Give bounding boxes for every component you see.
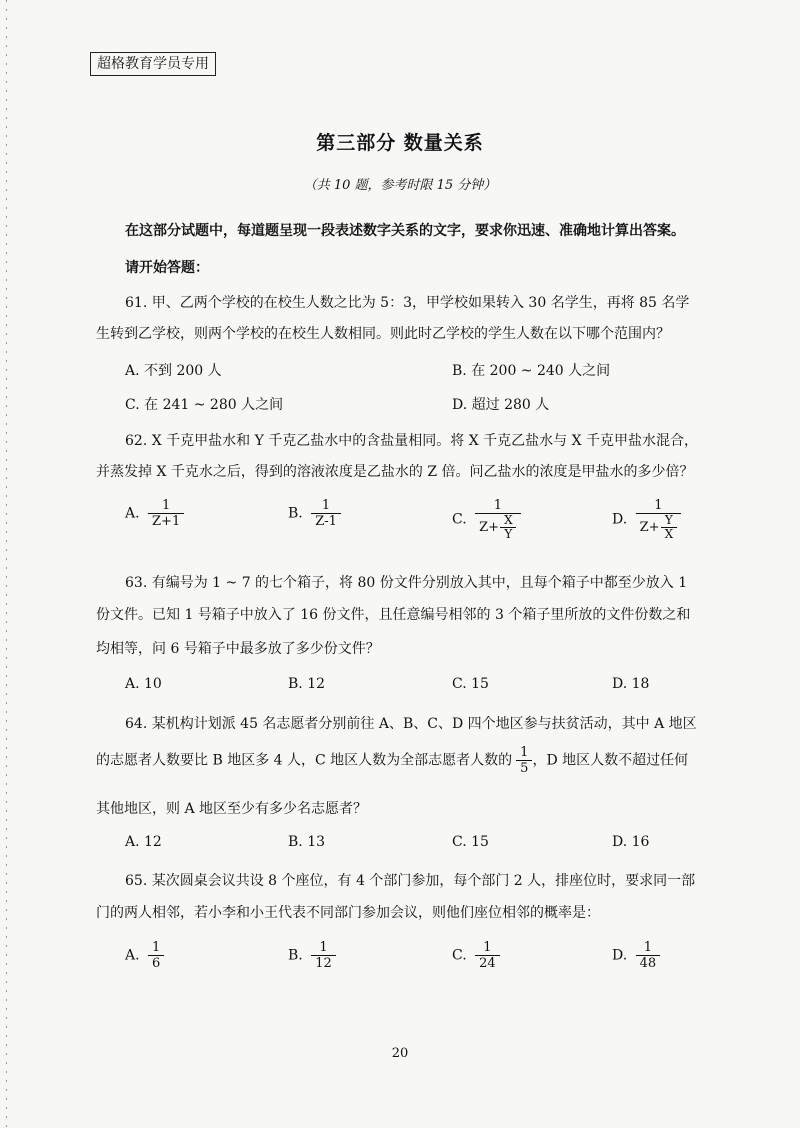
intro-line-2: 请开始答题： xyxy=(125,260,209,276)
q63-line-3: 均相等，问 6 号箱子中最多放了多少份文件？ xyxy=(96,641,380,657)
intro-line-1: 在这部分试题中，每道题呈现一段表述数字关系的文字，要求你迅速、准确地计算出答案。 xyxy=(125,223,685,239)
q65-option-a xyxy=(125,940,164,971)
q61-option-a: A. 不到 200 人 xyxy=(125,363,222,379)
q62-line-1: 62. X 千克甲盐水和 Y 千克乙盐水中的含盐量相同。将 X 千克乙盐水与 X 千克甲盐水混合， xyxy=(125,433,699,449)
fraction-denominator: 5 xyxy=(516,760,532,776)
q62-option-b-fraction xyxy=(311,498,341,529)
fraction-denominator xyxy=(475,513,520,541)
nested-numerator: Y xyxy=(664,513,673,527)
q65-option-c-fraction xyxy=(475,940,500,971)
q62-option-a-label: A. xyxy=(125,505,140,522)
q64-option-a: A. 12 xyxy=(125,834,162,850)
section-subtitle: （共 10 题，参考时限 15 分钟） xyxy=(303,178,497,193)
fraction-denominator: 12 xyxy=(311,955,336,971)
q65-option-d-fraction xyxy=(636,940,661,971)
q65-option-b-fraction xyxy=(311,940,336,971)
q62-option-c xyxy=(452,498,521,541)
watermark-stamp: 超格教育学员专用 xyxy=(90,52,216,76)
fraction-numerator: 1 xyxy=(520,745,529,760)
q65-line-2: 门的两人相邻，若小李和小王代表不同部门参加会议，则他们座位相邻的概率是： xyxy=(96,905,600,921)
q62-option-c-label: C. xyxy=(452,511,467,528)
fraction-numerator: 1 xyxy=(152,940,161,955)
denominator-term: Z+ xyxy=(479,520,500,535)
scan-edge xyxy=(6,0,7,1128)
q61-option-b: B. 在 200 ~ 240 人之间 xyxy=(452,363,611,379)
q62-option-a-fraction xyxy=(148,498,184,529)
fraction-denominator xyxy=(636,513,681,541)
q64-option-c: C. 15 xyxy=(452,834,489,850)
q62-option-d-fraction xyxy=(636,498,681,541)
fraction-denominator: 6 xyxy=(148,955,164,971)
q63-line-2: 份文件。已知 1 号箱子中放入了 16 份文件，且任意编号相邻的 3 个箱子里所放的文件份数之和 xyxy=(96,607,691,623)
nested-fraction xyxy=(500,514,517,541)
q62-option-d xyxy=(612,498,681,541)
q62-line-2: 并蒸发掉 X 千克水之后，得到的溶液浓度是乙盐水的 Z 倍。问乙盐水的浓度是甲盐水的多少倍？ xyxy=(96,464,694,480)
q64-line-2 xyxy=(96,745,688,776)
q63-option-b: B. 12 xyxy=(288,676,326,692)
nested-fraction xyxy=(661,514,678,541)
q61-option-c: C. 在 241 ~ 280 人之间 xyxy=(125,397,284,413)
fraction-denominator: 48 xyxy=(636,955,661,971)
fraction-denominator: 24 xyxy=(475,955,500,971)
q65-option-c xyxy=(452,940,500,971)
fraction-numerator: 1 xyxy=(321,498,331,513)
q63-option-c: C. 15 xyxy=(452,676,489,692)
q64-option-d: D. 16 xyxy=(612,834,650,850)
q65-option-b xyxy=(288,940,336,971)
section-title: 第三部分 数量关系 xyxy=(316,132,484,154)
q61-option-d: D. 超过 280 人 xyxy=(452,397,550,413)
q65-option-a-fraction xyxy=(148,940,164,971)
q64-line-2-end: ，D 地区人数不超过任何 xyxy=(532,752,689,769)
q62-option-b-label: B. xyxy=(288,505,303,522)
q62-option-b xyxy=(288,498,341,529)
q62-option-c-fraction xyxy=(475,498,520,541)
q63-line-1: 63. 有编号为 1 ~ 7 的七个箱子，将 80 份文件分别放入其中，且每个箱子中都至少放入 1 xyxy=(125,575,688,591)
fraction-denominator: Z-1 xyxy=(311,513,341,529)
q63-option-d: D. 18 xyxy=(612,676,650,692)
q65-option-b-label: B. xyxy=(288,947,303,964)
q65-line-1: 65. 某次圆桌会议共设 8 个座位，有 4 个部门参加，每个部门 2 人，排座位时，要求同一部 xyxy=(125,873,696,889)
fraction-denominator: Z+1 xyxy=(148,513,184,529)
q62-option-d-label: D. xyxy=(612,511,628,528)
q64-option-b: B. 13 xyxy=(288,834,326,850)
q61-line-1: 61. 甲、乙两个学校的在校生人数之比为 5：3，甲学校如果转入 30 名学生，再将 85 名学 xyxy=(125,295,690,311)
page-number: 20 xyxy=(391,1046,409,1061)
q65-option-d-label: D. xyxy=(612,947,628,964)
q64-line-2-start: 的志愿者人数要比 B 地区多 4 人，C 地区人数为全部志愿者人数的 xyxy=(96,752,513,769)
fraction-numerator: 1 xyxy=(483,940,492,955)
nested-numerator: X xyxy=(504,513,513,527)
q62-option-a xyxy=(125,498,184,529)
q61-line-2: 生转到乙学校，则两个学校的在校生人数相同。则此时乙学校的学生人数在以下哪个范围内？ xyxy=(96,326,670,342)
fraction-numerator: 1 xyxy=(319,940,328,955)
q65-option-c-label: C. xyxy=(452,947,467,964)
q64-line-3: 其他地区，则 A 地区至少有多少名志愿者？ xyxy=(96,801,368,817)
fraction-numerator: 1 xyxy=(493,498,502,513)
q65-option-d xyxy=(612,940,660,971)
nested-denominator: X xyxy=(661,527,678,541)
nested-denominator: Y xyxy=(500,527,516,541)
denominator-term: Z+ xyxy=(639,520,660,535)
q63-option-a: A. 10 xyxy=(125,676,162,692)
fraction-numerator: 1 xyxy=(161,498,171,513)
q64-fraction xyxy=(516,745,532,776)
fraction-numerator: 1 xyxy=(654,498,663,513)
q64-line-1: 64. 某机构计划派 45 名志愿者分别前往 A、B、C、D 四个地区参与扶贫活动，其中 A 地区 xyxy=(125,716,697,732)
fraction-numerator: 1 xyxy=(643,940,653,955)
q65-option-a-label: A. xyxy=(125,947,140,964)
